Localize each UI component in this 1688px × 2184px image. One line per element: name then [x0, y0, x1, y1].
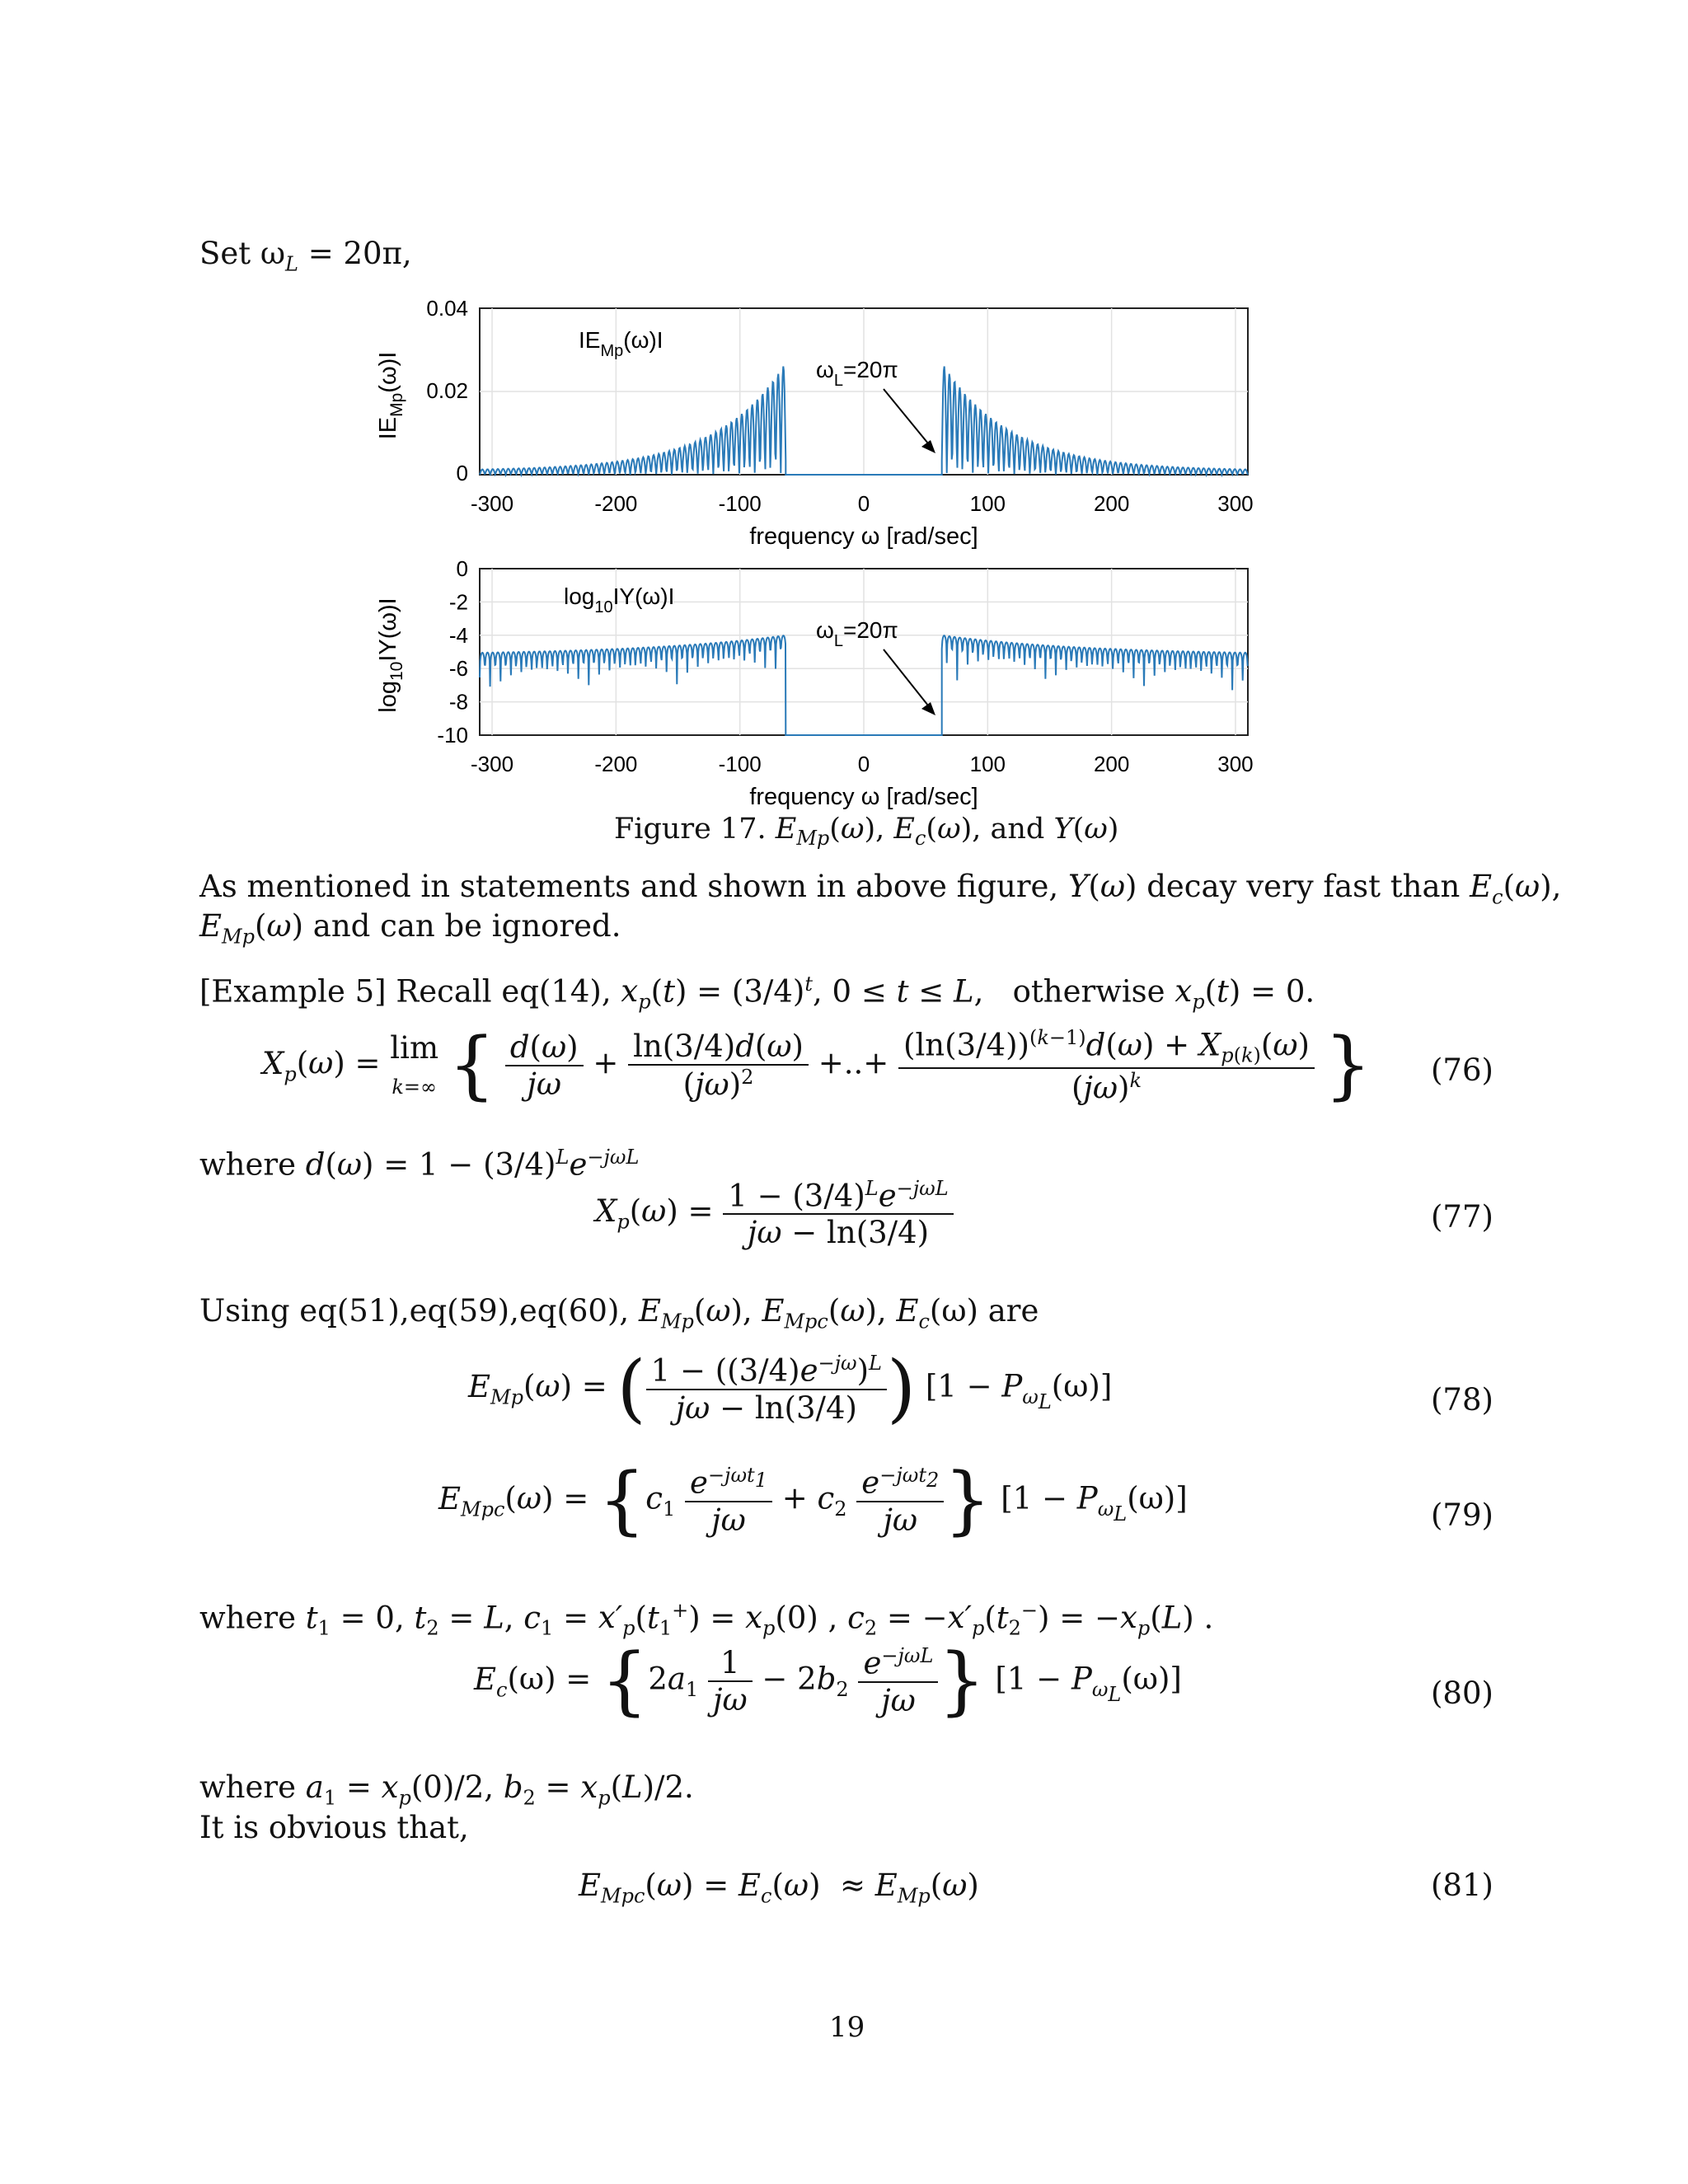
- xtick-label: -200: [594, 491, 638, 516]
- page-number: 19: [829, 2011, 865, 2044]
- xtick-label: 300: [1217, 491, 1254, 516]
- equation-78: $E_{Mp}(\omega)$ = ( $\frac{1 - ((3/4)e^{-j\omega})^L}{j\omega - \ln(3/4)}$ ) $[1 - P_{\omega_L}(\omega)]$: [468, 1345, 1113, 1432]
- figure-17: [363, 288, 1286, 849]
- xtick-label: -300: [471, 752, 514, 776]
- equation-79: $E_{Mpc}(\omega) = \{c_1$ $\frac{e^{-j\omega t_1}}{j\omega}$ + $c_2$ $\frac{e^{-j\omega t_2}}{j\omega}$ } $[1 - P_{\omega_L}(\omega)]$: [438, 1457, 1188, 1544]
- example-5: [Example 5] Recall eq(14), $x_p(t) = (3/4)^t$, 0 ≤ t ≤ L, otherwise $x_p(t) = 0$.: [199, 972, 1315, 1014]
- plot1-xlabel: frequency ω [rad/sec]: [749, 523, 978, 550]
- plot2-ytick-label: -2: [448, 589, 468, 615]
- plot2-ylabel: $\log_{10}IY(\omega)I$: [375, 598, 406, 713]
- paragraph-1: As mentioned in statements and shown in above figure, Y(ω) decay very fast than $E_c(\omega)$,: [199, 869, 1562, 909]
- xtick-label: 200: [1093, 491, 1130, 516]
- plot2-xlabel: frequency ω [rad/sec]: [749, 784, 978, 810]
- plot2-annotation: $\omega_L=20\pi$: [816, 617, 898, 650]
- plot2-ytick-label: -6: [448, 656, 468, 682]
- eqno-77: (77): [1431, 1199, 1493, 1235]
- plot1-legend: $IE_{Mp}(\omega)I$: [579, 327, 663, 360]
- plot1-annotation: $\omega_L=20\pi$: [816, 357, 898, 390]
- xtick-label: -100: [718, 752, 762, 776]
- plot-emp: [375, 296, 1254, 550]
- eqno-78: (78): [1431, 1382, 1493, 1418]
- equation-80: $E_c(\omega) = \{2a_1$ $\frac{1}{j\omega}$ − $2b_2$ $\frac{e^{-j\omega L}}{j\omega}$ } $[1 - P_{\omega_L}(\omega)]$: [474, 1638, 1182, 1724]
- xtick-label: -100: [718, 491, 762, 516]
- plot2-ytick-label: -8: [448, 689, 468, 715]
- xtick-label: 100: [969, 491, 1006, 516]
- plot-logy: [375, 556, 1254, 810]
- equation-81: $E_{Mpc}(\omega) = E_c(\omega) \approx E_{Mp}(\omega)$: [579, 1868, 979, 1908]
- where-a1: where $a_1 = x_p(0)/2$, $b_2 = x_p(L)/2$.: [199, 1769, 694, 1810]
- where-d: where $d(\omega) = 1 - (3/4)^Le^{-j\omega L}$: [199, 1146, 640, 1183]
- paragraph-1-cont: $E_{Mp}(\omega)$ and can be ignored.: [199, 908, 621, 949]
- xtick-label: -200: [594, 752, 638, 776]
- intro-line: Set $\omega_L = 20\pi$,: [199, 236, 412, 276]
- obvious-line: It is obvious that,: [199, 1810, 469, 1845]
- eqno-81: (81): [1431, 1868, 1493, 1903]
- plot1-ytick-0: 0: [456, 461, 468, 485]
- using-line: Using eq(51),eq(59),eq(60), $E_{Mp}(\omega)$, $E_{Mpc}(\omega)$, $E_c(\omega)$ are: [199, 1293, 1039, 1333]
- equation-76: $X_p(\omega) = \lim$ k=∞ { $\frac{d(\omega)}{j\omega}$ + $\frac{\ln(3/4)d(\omega)}{(j\omega)^2}$ +..+ $\frac{(\ln(3/4))^{(k-1)}d(\omega) + X_{p(k)}(\omega)}{(j\omega)^k}$ }: [262, 1022, 1372, 1109]
- plot2-legend: $\log_{10}IY(\omega)I$: [564, 583, 675, 616]
- plot1-ytick-2: 0.04: [426, 296, 468, 321]
- xtick-label: 100: [969, 752, 1006, 776]
- plot1-ytick-1: 0.02: [426, 378, 468, 403]
- where-t1: where $t_1 = 0$, $t_2 = L$, $c_1 = x'_p(t_1^+) = x_p(0)$ , $c_2 = -x'_p(t_2^-) = -x_p(L)$ .: [199, 1599, 1214, 1640]
- xtick-label: 0: [857, 491, 870, 516]
- xtick-label: 300: [1217, 752, 1254, 776]
- equation-77: $X_p(\omega)$ = $\frac{1 - (3/4)^Le^{-j\omega L}}{j\omega - \ln(3/4)}$: [595, 1177, 954, 1250]
- figure-caption: Figure 17. $E_{Mp}(\omega)$, $E_c(\omega)$, and Y(ω): [614, 813, 1119, 850]
- eqno-76: (76): [1431, 1052, 1493, 1088]
- eqno-80: (80): [1431, 1675, 1493, 1711]
- plot1-ylabel: $IE_{Mp}(\omega)I$: [375, 351, 406, 440]
- plot2-ytick-label: -10: [437, 723, 468, 748]
- xtick-label: 200: [1093, 752, 1130, 776]
- plot2-ytick-label: 0: [456, 556, 468, 581]
- xtick-label: -300: [471, 491, 514, 516]
- eqno-79: (79): [1431, 1497, 1493, 1533]
- plot2-ytick-label: -4: [448, 622, 468, 648]
- xtick-label: 0: [857, 752, 870, 776]
